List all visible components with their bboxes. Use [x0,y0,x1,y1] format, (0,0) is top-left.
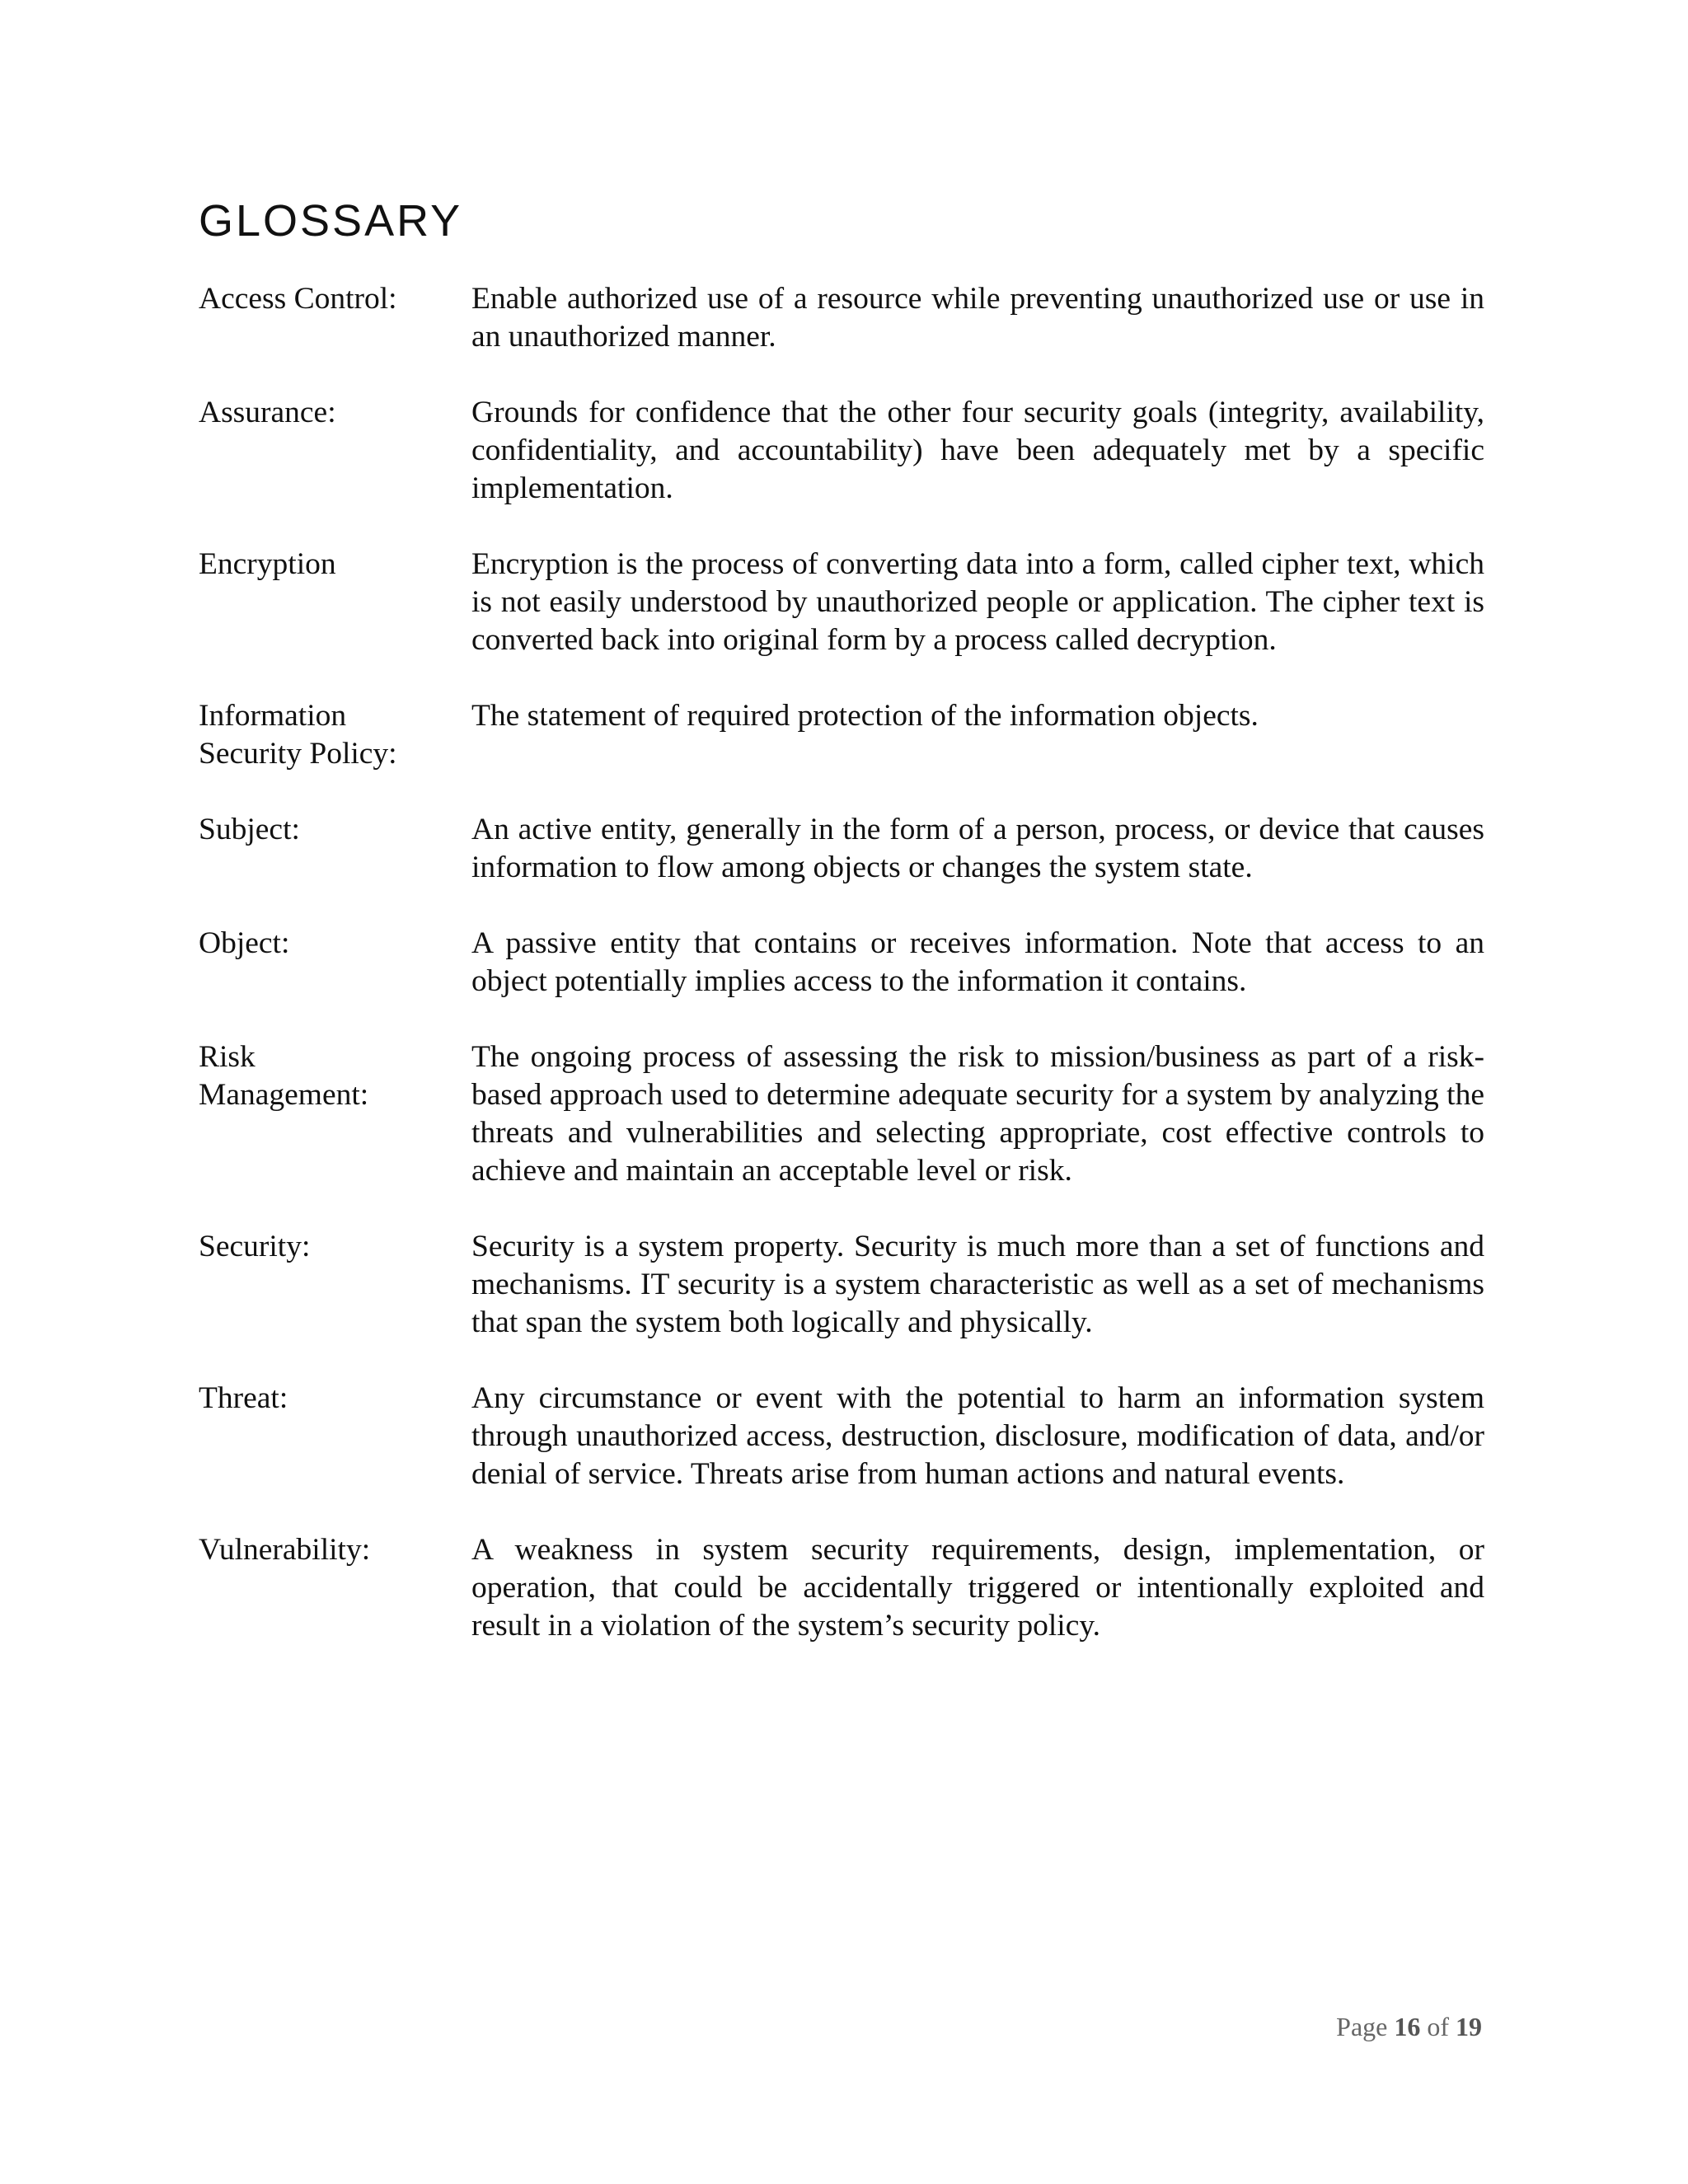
glossary-entry [199,1228,1484,1342]
glossary-term: Information Security Policy: [199,699,397,771]
glossary-term: Security: [199,1230,311,1263]
glossary-list [199,280,1484,1683]
glossary-definition: Any circumstance or event with the potential to harm an information system through unauthorized access, destruction, disclosure, modification of data, and/or denial of service. Threats arise from human actions and natural events. [471,1381,1484,1491]
glossary-definition: Grounds for confidence that the other four security goals (integrity, availability, confidentiality, and accountability) have been adequately met by a specific implementation. [471,396,1484,505]
glossary-definition: An active entity, generally in the form of a person, process, or device that causes information to flow among objects or changes the system state. [471,813,1484,884]
page-label: Page [1336,2012,1388,2041]
glossary-entry [199,280,1484,356]
glossary-entry [199,394,1484,508]
glossary-term: Vulnerability: [199,1533,371,1567]
glossary-definition: The ongoing process of assessing the risk to mission/business as part of a risk-based approach used to determine adequate security for a system by analyzing the threats and vulnerabilities and selecting appropriate, cost effective controls to achieve and maintain an acceptable level or risk. [471,1040,1484,1188]
glossary-entry [199,697,1484,773]
glossary-term: Subject: [199,813,300,846]
glossary-term: Encryption [199,547,336,581]
glossary-definition: The statement of required protection of the information objects. [471,699,1259,733]
glossary-entry [199,925,1484,1001]
page-number: 16 [1394,2012,1421,2041]
glossary-definition: A weakness in system security requirements, design, implementation, or operation, that could be accidentally triggered or intentionally exploited and result in a violation of the system’s security policy. [471,1533,1484,1643]
glossary-entry [199,1380,1484,1493]
glossary-definition: Encryption is the process of converting data into a form, called cipher text, which is not easily understood by unauthorized people or application. The cipher text is converted back into original form by a process called decryption. [471,547,1484,657]
page-footer [1336,2012,1482,2042]
glossary-entry [199,811,1484,887]
page-total: 19 [1456,2012,1482,2041]
glossary-term: Access Control: [199,282,397,316]
page-of-label: of [1427,2012,1449,2041]
glossary-definition: Security is a system property. Security is much more than a set of functions and mechanisms. IT security is a system characteristic as well as a set of mechanisms that span the system both logically and physically. [471,1230,1484,1339]
glossary-entry [199,1038,1484,1190]
glossary-definition: Enable authorized use of a resource while preventing unauthorized use or use in an unauthorized manner. [471,282,1484,354]
page-title: GLOSSARY [199,196,463,246]
glossary-entry [199,1531,1484,1645]
glossary-entry [199,546,1484,659]
glossary-term: Threat: [199,1381,288,1415]
glossary-term: Risk Management: [199,1040,369,1112]
glossary-term: Object: [199,926,290,960]
glossary-definition: A passive entity that contains or receives information. Note that access to an object potentially implies access to the information it contains. [471,926,1484,998]
glossary-term: Assurance: [199,396,336,429]
